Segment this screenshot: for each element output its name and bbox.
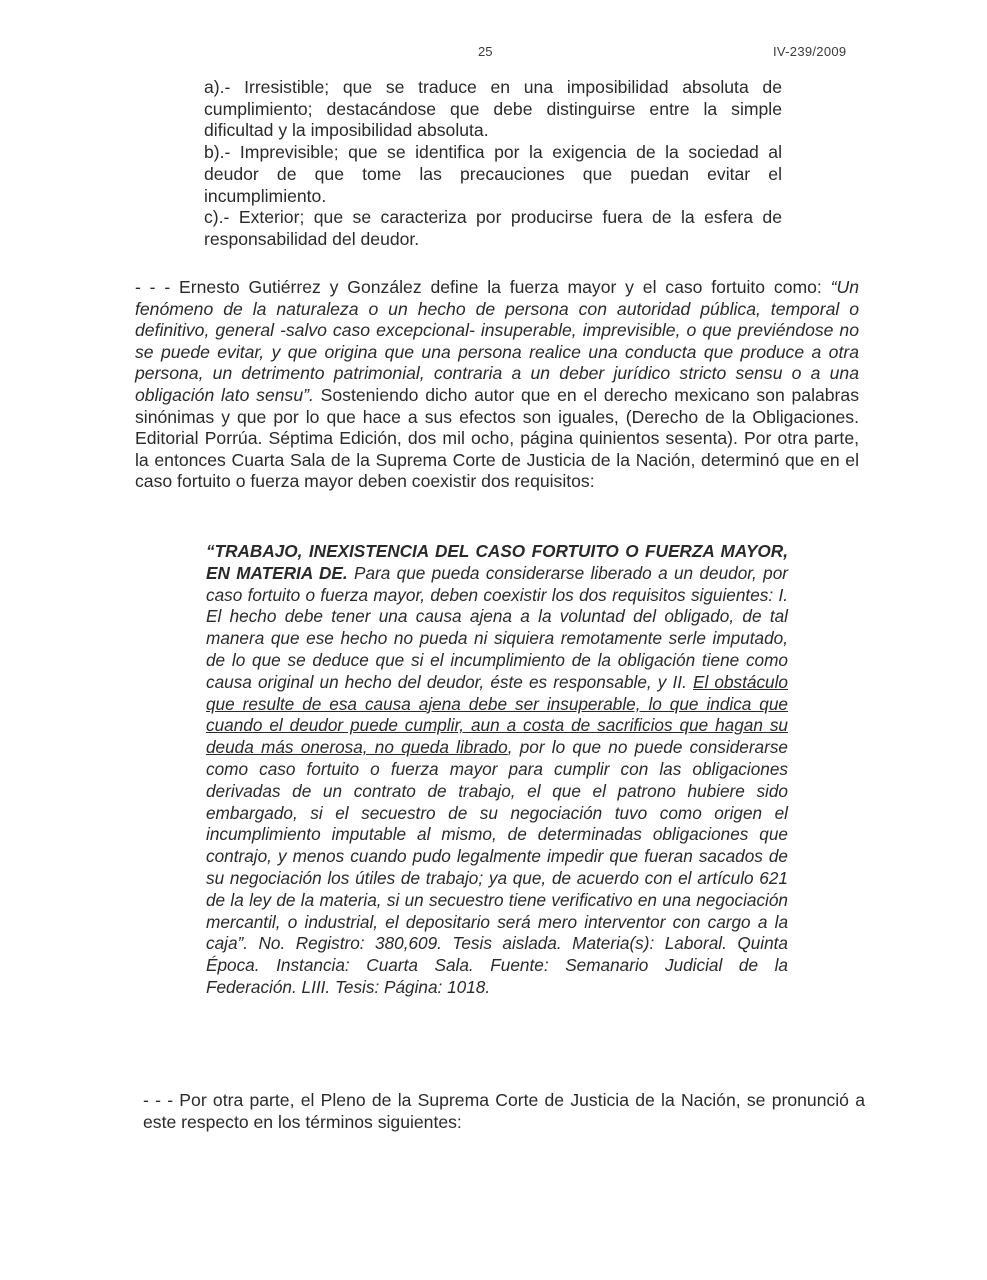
paragraph-definition-text <box>135 277 859 493</box>
paragraph-closing <box>143 1090 865 1133</box>
page-number: 25 <box>478 44 493 59</box>
requirements-list <box>204 77 782 251</box>
list-item-a: a).- Irresistible; que se traduce en una imposibilidad absoluta de cumplimiento; destacándose que debe distinguirse entre la simple dificultad y la imposibilidad absoluta. <box>204 77 782 141</box>
thesis-quote-text <box>206 541 788 999</box>
paragraph-intro: - - - Ernesto Gutiérrez y González define la fuerza mayor y el caso fortuito como: <box>135 277 831 297</box>
file-number: IV-239/2009 <box>773 44 847 59</box>
paragraph-citation: “Un fenómeno de la naturaleza o un hecho de persona con autoridad pública, temporal o definitivo, general -salvo caso excepcional- insuperable, imprevisible, o que previéndose no se puede evitar, y que origina que una persona realice una conducta que produce a otra persona, un detrimento patrimonial, contraria a un deber jurídico stricto sensu o a una obligación lato sensu”. <box>135 277 859 405</box>
thesis-part-2: , por lo que no puede considerarse como caso fortuito o fuerza mayor para cumplir con las obligaciones derivadas de un contrato de trabajo, el que el patrono hubiere sido embargado, si el secuestro de su negociación tuvo como origen el incumplimiento imputable al mismo, de determinadas obligaciones que contrajo, y menos cuando pudo legalmente impedir que fueran sacados de su negociación los útiles de trabajo; ya que, de acuerdo con el artículo 621 de la ley de la materia, si un secuestro tiene verificativo en una negociación mercantil, o industrial, el depositario será mero interventor con cargo a la caja”. No. Registro: 380,609. Tesis aislada. Materia(s): Laboral. Quinta Época. Instancia: Cuarta Sala. Fuente: Semanario Judicial de la Federación. LIII. Tesis: Página: 1018. <box>206 737 788 997</box>
paragraph-definition <box>135 277 859 493</box>
paragraph-rest: Sosteniendo dicho autor que en el derecho mexicano son palabras sinónimas y que por lo que hace a sus efectos son iguales, (Derecho de la Obligaciones. Editorial Porrúa. Séptima Edición, dos mil ocho, página quinientos sesenta). Por otra parte, la entonces Cuarta Sala de la Suprema Corte de Justicia de la Nación, determinó que en el caso fortuito o fuerza mayor deben coexistir dos requisitos: <box>135 384 859 492</box>
thesis-part-1: Para que pueda considerarse liberado a un deudor, por caso fortuito o fuerza mayor, deben coexistir los dos requisitos siguientes: I. El hecho debe tener una causa ajena a la voluntad del obligado, de tal manera que ese hecho no pueda ni siquiera remotamente serle imputado, de lo que se deduce que si el incumplimiento de la obligación tiene como causa original un hecho del deudor, éste es responsable, y II. <box>206 562 788 692</box>
list-item-b: b).- Imprevisible; que se identifica por la exigencia de la sociedad al deudor de que tome las precauciones que puedan evitar el incumplimiento. <box>204 142 782 206</box>
thesis-quote <box>206 541 788 999</box>
thesis-title: “TRABAJO, INEXISTENCIA DEL CASO FORTUITO O FUERZA MAYOR, EN MATERIA DE. <box>206 541 788 583</box>
thesis-underlined: El obstáculo que resulte de esa causa ajena debe ser insuperable, lo que indica que cuando el deudor puede cumplir, aun a costa de sacrificios que hagan su deuda más onerosa, no queda librado <box>206 671 788 758</box>
paragraph-closing-text: - - - Por otra parte, el Pleno de la Suprema Corte de Justicia de la Nación, se pronunció a este respecto en los términos siguientes: <box>143 1090 865 1132</box>
list-item-c: c).- Exterior; que se caracteriza por producirse fuera de la esfera de responsabilidad del deudor. <box>204 207 782 249</box>
